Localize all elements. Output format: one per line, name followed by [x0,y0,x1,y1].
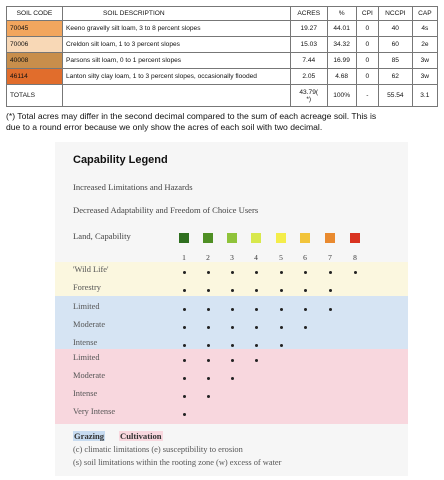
capability-dot [304,271,307,274]
capability-dot [207,377,210,380]
legend-row-label: Moderate [73,371,106,380]
soil-table [6,6,438,107]
capability-dot [255,326,258,329]
capability-dot [255,271,258,274]
capability-dot [304,326,307,329]
capability-class-2-number: 2 [206,253,210,262]
legend-row-label: Very Intense [73,407,116,416]
nccpi-cell: 40 [378,21,412,37]
legend-row-label: Moderate [73,320,106,329]
capability-class-7-number: 7 [328,253,332,262]
soil-code-cell: 46114 [7,69,63,85]
soil-code-cell: 70045 [7,21,63,37]
capability-dot [280,289,283,292]
capability-dot [183,377,186,380]
percent-cell: 44.01 [327,21,356,37]
capability-dot [207,395,210,398]
capability-dot [329,308,332,311]
capability-dot [183,326,186,329]
legend-row-label: Intense [73,338,98,347]
increased-limitations-label: Increased Limitations and Hazards [73,182,193,192]
capability-dot [280,344,283,347]
soil-code-cell: 40008 [7,53,63,69]
soil-description-cell: Parsons silt loam, 0 to 1 percent slopes [63,53,291,69]
capability-dot [255,344,258,347]
capability-class-8-swatch [350,233,360,243]
cap-cell: 3w [412,69,437,85]
capability-dot [231,308,234,311]
legend-row-label: Forestry [73,283,101,292]
cap-cell: 3w [412,53,437,69]
capability-dot [231,344,234,347]
land-capability-label: Land, Capability [73,231,131,241]
capability-class-8-number: 8 [353,253,357,262]
cultivation-label: Cultivation [120,431,162,441]
table-row [7,37,438,53]
table-row [7,21,438,37]
soil-code-cell: 70006 [7,37,63,53]
capability-dot [183,344,186,347]
nccpi-cell: 60 [378,37,412,53]
capability-class-3-number: 3 [230,253,234,262]
footnote-line-1: (*) Total acres may differ in the second decimal compared to the sum of each acreage soil. This is [6,111,377,121]
header-cpi: CPI [356,7,378,21]
percent-cell: 34.32 [327,37,356,53]
capability-class-5-number: 5 [279,253,283,262]
soil-description-cell: Lanton silty clay loam, 1 to 3 percent slopes, occasionally flooded [63,69,291,85]
capability-dot [183,413,186,416]
legend-row-label: Limited [73,302,100,311]
cpi-cell: 0 [356,53,378,69]
capability-dot [183,271,186,274]
header-soil-code: SOIL CODE [7,7,63,21]
capability-dot [183,359,186,362]
acres-cell: 15.03 [291,37,328,53]
capability-dot [183,308,186,311]
totals-label: TOTALS [7,85,63,107]
soil-description-cell: Creldon silt loam, 1 to 3 percent slopes [63,37,291,53]
capability-class-4-swatch [251,233,261,243]
capability-dot [304,308,307,311]
acres-cell: 2.05 [291,69,328,85]
totals-acres-note: *) [306,95,312,103]
capability-dot [354,271,357,274]
legend-row-label: Limited [73,353,100,362]
capability-dot [280,271,283,274]
decreased-adaptability-label: Decreased Adaptability and Freedom of Choice Users [73,205,259,215]
capability-dot [183,395,186,398]
grazing-label: Grazing [74,431,105,441]
nccpi-cell: 62 [378,69,412,85]
header-nccpi: NCCPI [378,7,412,21]
capability-dot [255,308,258,311]
capability-class-6-swatch [300,233,310,243]
capability-dot [280,326,283,329]
capability-dot [231,377,234,380]
cpi-cell: 0 [356,37,378,53]
totals-cpi: - [356,85,378,107]
capability-class-4-number: 4 [254,253,258,262]
cap-cell: 2e [412,37,437,53]
cpi-cell: 0 [356,69,378,85]
capability-dot [207,289,210,292]
grazing-band [55,296,408,349]
totals-acres [291,85,328,107]
soil-description-cell: Keeno gravelly silt loam, 3 to 8 percent slopes [63,21,291,37]
acres-cell: 19.27 [291,21,328,37]
capability-class-7-swatch [325,233,335,243]
capability-dot [207,271,210,274]
totals-nccpi: 55.54 [378,85,412,107]
capability-dot [207,359,210,362]
cap-cell: 4s [412,21,437,37]
capability-class-2-swatch [203,233,213,243]
capability-dot [183,289,186,292]
capability-dot [207,326,210,329]
header-acres: ACRES [291,7,328,21]
acreage-footnote [6,111,442,132]
capability-dot [304,289,307,292]
capability-dot [280,308,283,311]
capability-dot [231,326,234,329]
limitations-note-1: (c) climatic limitations (e) susceptibility to erosion [73,445,243,454]
table-row [7,69,438,85]
capability-dot [231,289,234,292]
header-cap: CAP [412,7,437,21]
table-header-row [7,7,438,21]
legend-row-label: Intense [73,389,98,398]
capability-dot [231,359,234,362]
capability-dot [329,289,332,292]
limitations-note-2: (s) soil limitations within the rooting zone (w) excess of water [73,458,282,467]
capability-class-3-swatch [227,233,237,243]
capability-class-1-number: 1 [182,253,186,262]
capability-dot [255,359,258,362]
totals-row [7,85,438,107]
capability-class-1-swatch [179,233,189,243]
totals-acres-value: 43.79( [299,88,319,96]
legend-row-label: 'Wild Life' [73,265,109,274]
capability-dot [207,344,210,347]
capability-legend [55,142,408,476]
capability-class-6-number: 6 [303,253,307,262]
table-row [7,53,438,69]
legend-title: Capability Legend [73,154,168,166]
acres-cell: 7.44 [291,53,328,69]
header-soil-description: SOIL DESCRIPTION [63,7,291,21]
capability-class-5-swatch [276,233,286,243]
totals-percent: 100% [327,85,356,107]
capability-dot [329,271,332,274]
totals-cap: 3.1 [412,85,437,107]
footnote-line-2: due to a round error because we only show the acres of each soil with two decimal. [6,121,323,132]
capability-dot [255,289,258,292]
percent-cell: 16.99 [327,53,356,69]
cpi-cell: 0 [356,21,378,37]
nccpi-cell: 85 [378,53,412,69]
totals-description [63,85,291,107]
header-percent: % [327,7,356,21]
capability-dot [231,271,234,274]
capability-dot [207,308,210,311]
percent-cell: 4.68 [327,69,356,85]
